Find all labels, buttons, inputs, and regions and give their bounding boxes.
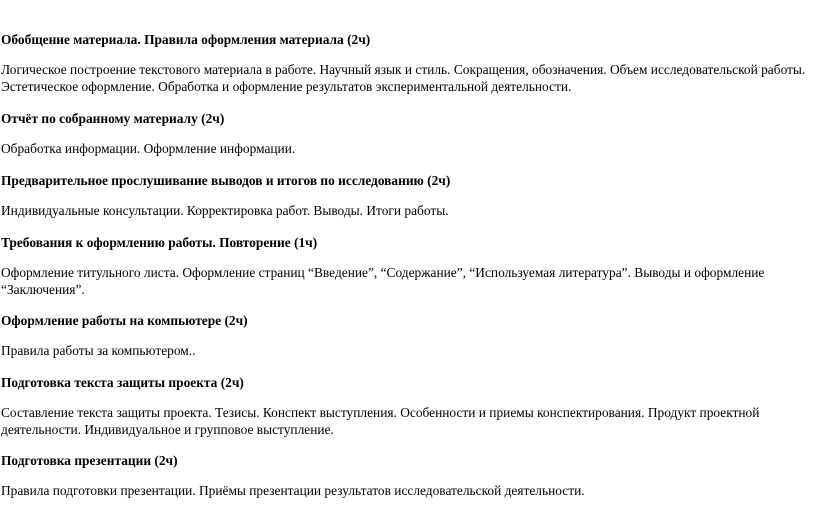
section-body xyxy=(1,405,815,438)
body-line: Оформление титульного листа. Оформление страниц “Введение”, “Содержание”, “Используемая литература”. Выводы и оформление xyxy=(1,265,765,280)
section-body xyxy=(1,265,815,298)
body-line: “Заключения”. xyxy=(1,281,85,297)
section-generalization xyxy=(1,32,815,95)
section-heading: Подготовка презентации (2ч) xyxy=(1,453,178,468)
body-line: Индивидуальные консультации. Корректировка работ. Выводы. Итоги работы. xyxy=(1,203,449,218)
section-body xyxy=(1,141,815,158)
section-body xyxy=(1,343,815,360)
section-body xyxy=(1,203,815,220)
section-heading: Подготовка текста защиты проекта (2ч) xyxy=(1,375,244,390)
section-report xyxy=(1,111,815,158)
body-line: Правила подготовки презентации. Приёмы презентации результатов исследовательской деятельности. xyxy=(1,483,585,498)
section-formatting-requirements xyxy=(1,235,815,298)
body-line: деятельности. Индивидуальное и групповое выступление. xyxy=(1,421,334,437)
section-body xyxy=(1,483,815,500)
body-line: Правила работы за компьютером.. xyxy=(1,343,196,358)
body-line: Эстетическое оформление. Обработка и оформление результатов экспериментальной деятельности. xyxy=(1,78,572,94)
section-heading: Требования к оформлению работы. Повторение (1ч) xyxy=(1,235,318,250)
section-heading: Отчёт по собранному материалу (2ч) xyxy=(1,111,225,126)
section-heading: Оформление работы на компьютере (2ч) xyxy=(1,313,248,328)
section-heading: Обобщение материала. Правила оформления материала (2ч) xyxy=(1,32,371,47)
section-heading: Предварительное прослушивание выводов и итогов по исследованию (2ч) xyxy=(1,173,451,188)
body-line: Логическое построение текстового материала в работе. Научный язык и стиль. Сокращения, обозначения. Объем исследовательской работы. xyxy=(1,62,806,77)
body-line: Составление текста защиты проекта. Тезисы. Конспект выступления. Особенности и приемы конспектирования. Продукт проектной xyxy=(1,405,760,420)
section-body xyxy=(1,62,815,95)
section-preliminary-review xyxy=(1,173,815,220)
body-line: Обработка информации. Оформление информации. xyxy=(1,141,296,156)
section-defense-text xyxy=(1,375,815,438)
section-presentation xyxy=(1,453,815,500)
section-computer-formatting xyxy=(1,313,815,360)
